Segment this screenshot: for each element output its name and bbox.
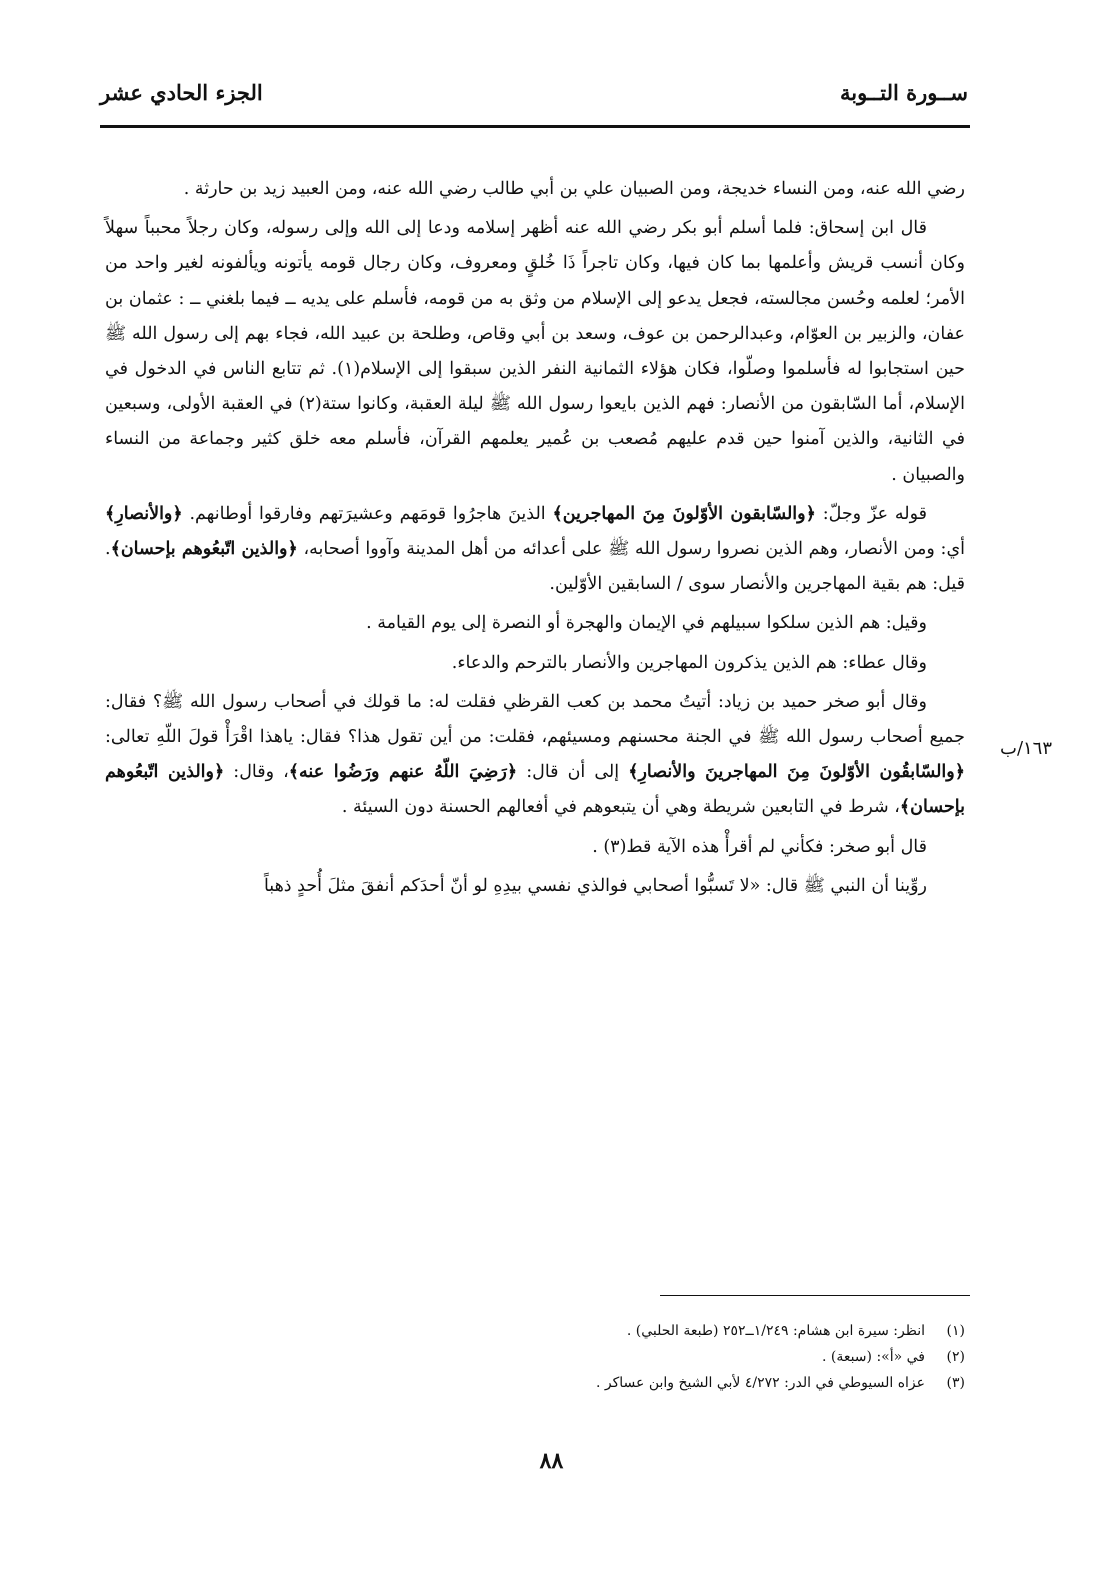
page-header (100, 72, 968, 122)
text-run: ، شرط في التابعين شريطة وهي أن يتبعوهم في أفعالهم الحسنة دون السيئة . (341, 797, 900, 818)
text-run: وقال أبو صخر حميد بن زياد: أتيتُ محمد بن كعب القرظي فقلت له: ما قولك في أصحاب رسول الله ﷺ؟ فقال: جميع أصحاب رسول الله ﷺ في الجنة محسنهم ومسيئهم، فقلت: من أين تقول هذا؟ فقال: ياهذا اقْرَأْ قولَ اللّهِ تعالى: (105, 691, 965, 748)
footnote-text: انظر: سيرة ابن هشام: ١/٢٤٩ــ٢٥٢ (طبعة الحلبي) . (626, 1323, 925, 1339)
text-run: أي: ومن الأنصار، وهم الذين نصروا رسول الله ﷺ على أعدائه من أهل المدينة وآووا أصحابه، (297, 539, 966, 560)
paragraph-3 (105, 497, 965, 603)
quran-verse: ﴿رَضِيَ اللّهُ عنهم ورَضُوا عنه﴾ (288, 762, 518, 783)
quran-verse: ﴿والسّابقون الأوّلونَ مِنَ المهاجرين﴾ (552, 503, 816, 524)
manuscript-folio-note: ١٦٣/ب (1000, 738, 1053, 759)
footnote-number: (٣) (946, 1375, 965, 1391)
text-run: ، وقال: (224, 762, 289, 783)
footnote (300, 1318, 965, 1344)
surah-title: ســورة التــوبة (839, 80, 968, 105)
part-title: الجزء الحادي عشر (100, 80, 263, 105)
footnote (300, 1344, 965, 1370)
text-run: قوله عزّ وجلّ: (815, 503, 928, 524)
main-text (105, 172, 965, 908)
quran-verse: ﴿والذين اتّبعُوهم بإحسان﴾ (105, 762, 965, 818)
header-divider (100, 125, 970, 128)
quran-verse: ﴿والأنصارِ﴾ (105, 503, 183, 524)
paragraph-2: قال ابن إسحاق: فلما أسلم أبو بكر رضي الله عنه أظهر إسلامه ودعا إلى الله وإلى رسوله، وكان رجلاً محبباً سهلاً وكان أنسب قريش وأعلمها بما كان فيها، وكان تاجراً ذَا خُلقٍ ومعروف، وكان رجال قومه يأتونه ويألفونه لغير واحد من الأمر؛ لعلمه وحُسن مجالسته، فجعل يدعو إلى الإسلام من وثق به من قومه، فأسلم على يديه ــ فيما بلغني ــ : عثمان بن عفان، والزبير بن العوّام، وعبدالرحمن بن عوف، وسعد بن أبي وقاص، وطلحة بن عبيد الله، فجاء بهم إلى رسول الله ﷺ حين استجابوا له فأسلموا وصلّوا، فكان هؤلاء الثمانية النفر الذين سبقوا إلى الإسلام(١). ثم تتابع الناس في الدخول في الإسلام، أما السّابقون من الأنصار: فهم الذين بايعوا رسول الله ﷺ ليلة العقبة، وكانوا ستة(٢) في العقبة الأولى، وسبعين في الثانية، والذين آمنوا حين قدم عليهم مُصعب بن عُمير يعلمهم القرآن، فأسلم معه خلق كثير وجماعة من النساء والصبيان . (105, 218, 966, 485)
paragraph-8: روِّينا أن النبي ﷺ قال: «لا تَسبُّوا أصحابي فوالذي نفسي بيدِهِ لو أنّ أحدَكم أنفقَ مثلَ أُحدٍ ذهباً (263, 875, 927, 896)
page-number: ٨٨ (539, 1448, 564, 1474)
footnote-text: عزاه السيوطي في الدر: ٤/٢٧٢ لأبي الشيخ وابن عساكر . (595, 1375, 925, 1391)
paragraph-4: وقيل: هم الذين سلكوا سبيلهم في الإيمان والهجرة أو النصرة إلى يوم القيامة . (366, 613, 927, 634)
footnote-text: في «أ»: (سبعة) . (821, 1349, 925, 1365)
paragraph-5: وقال عطاء: هم الذين يذكرون المهاجرين والأنصار بالترحم والدعاء. (451, 652, 927, 673)
paragraph-7: قال أبو صخر: فكأني لم أقرأْ هذه الآية قط(٣) . (592, 836, 927, 857)
quran-verse: ﴿والسّابقُون الأوّلونَ مِنَ المهاجرينَ والأنصارِ﴾ (628, 762, 965, 783)
footnote (300, 1370, 965, 1396)
text-run: الذينَ هاجرُوا قومَهم وعشيرَتهم وفارقوا أوطانهم. (182, 503, 553, 524)
footnote-number: (١) (946, 1323, 965, 1339)
footnotes (300, 1318, 965, 1396)
text-run: . قيل: هم بقية المهاجرين والأنصار سوى / السابقين الأوّلين. (105, 539, 965, 595)
paragraph-6 (105, 685, 965, 826)
footnote-number: (٢) (946, 1349, 965, 1365)
quran-verse: ﴿والذين اتّبعُوهم بإحسان﴾ (110, 539, 298, 560)
footnote-divider (660, 1295, 970, 1296)
paragraph-1: رضي الله عنه، ومن النساء خديجة، ومن الصبيان علي بن أبي طالب رضي الله عنه، ومن العبيد زيد بن حارثة . (183, 179, 965, 199)
text-run: إلى أن قال: (517, 762, 629, 783)
